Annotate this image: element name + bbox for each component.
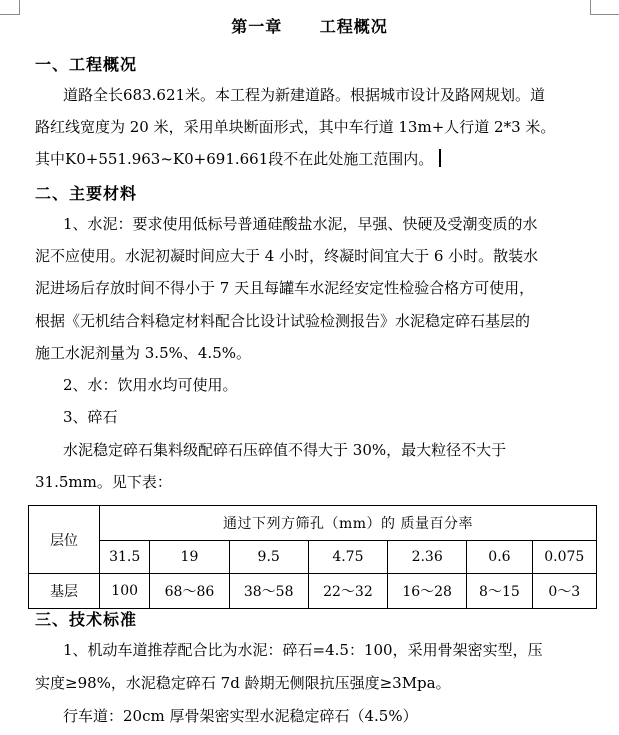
sieve-size-cell: 9.5 bbox=[229, 541, 308, 574]
paragraph-line: 水泥稳定碎石集料级配碎石压碎值不得大于 30%，最大粒径不大于 bbox=[63, 441, 507, 459]
paragraph-line: 施工水泥剂量为 3.5%、4.5%。 bbox=[35, 344, 251, 362]
table-cell: 0～3 bbox=[532, 574, 596, 609]
table-cell: 8～15 bbox=[467, 574, 532, 609]
paragraph-line: 2、水：饮用水均可使用。 bbox=[63, 376, 238, 394]
table-cell: 16～28 bbox=[388, 574, 467, 609]
paragraph-line: 1、水泥：要求使用低标号普通硅酸盐水泥，早强、快硬及受潮变质的水 bbox=[63, 215, 538, 233]
paragraph-line-with-cursor bbox=[35, 149, 441, 169]
table-row bbox=[29, 574, 597, 609]
sieve-size-cell: 31.5 bbox=[100, 541, 150, 574]
paragraph-line-text: 其中K0+551.963~K0+691.661段不在此处施工范围内。 bbox=[35, 150, 434, 168]
paragraph-line: 根据《无机结合料稳定材料配合比设计试验检测报告》水泥稳定碎石基层的 bbox=[35, 312, 531, 330]
paragraph-line: 3、碎石 bbox=[63, 408, 118, 426]
paragraph-line: 泥不应使用。水泥初凝时间应大于 4 小时，终凝时间宜大于 6 小时。散装水 bbox=[35, 247, 539, 265]
paragraph-line: 31.5mm。见下表： bbox=[35, 473, 172, 491]
section-heading-technical-standard: 三、技术标准 bbox=[35, 610, 138, 629]
paragraph-line: 实度≥98%，水泥稳定碎石 7d 龄期无侧限抗压强度≥3Mpa。 bbox=[35, 674, 451, 692]
sieve-size-cell: 2.36 bbox=[388, 541, 467, 574]
paragraph-line: 路红线宽度为 20 米，采用单块断面形式，其中车行道 13m+人行道 2*3 米。 bbox=[35, 118, 556, 136]
section-heading-overview: 一、工程概况 bbox=[35, 55, 138, 74]
table-cell: 38～58 bbox=[229, 574, 308, 609]
gradation-table bbox=[28, 505, 597, 609]
section-heading-materials: 二、主要材料 bbox=[35, 184, 138, 203]
sieve-size-cell: 19 bbox=[150, 541, 229, 574]
table-header-sieve-group: 通过下列方筛孔（mm）的 质量百分率 bbox=[100, 506, 597, 541]
sieve-size-cell: 4.75 bbox=[308, 541, 387, 574]
table-cell: 22～32 bbox=[308, 574, 387, 609]
paragraph-line: 行车道：20cm 厚骨架密实型水泥稳定碎石（4.5%） bbox=[63, 707, 418, 725]
table-cell: 100 bbox=[100, 574, 150, 609]
paragraph-line: 道路全长683.621米。本工程为新建道路。根据城市设计及路网规划。道 bbox=[63, 86, 546, 104]
sieve-size-cell: 0.075 bbox=[532, 541, 596, 574]
paragraph-line: 1、机动车道推荐配合比为水泥：碎石=4.5：100，采用骨架密实型，压 bbox=[63, 641, 543, 659]
table-header-layer: 层位 bbox=[29, 506, 100, 574]
text-cursor bbox=[439, 149, 441, 167]
chapter-title: 第一章 工程概况 bbox=[231, 17, 388, 36]
row-label-base-layer: 基层 bbox=[29, 574, 100, 609]
paragraph-line: 泥进场后存放时间不得小于 7 天且每罐车水泥经安定性检验合格方可使用， bbox=[35, 279, 535, 297]
table-cell: 68～86 bbox=[150, 574, 229, 609]
sieve-size-cell: 0.6 bbox=[467, 541, 532, 574]
